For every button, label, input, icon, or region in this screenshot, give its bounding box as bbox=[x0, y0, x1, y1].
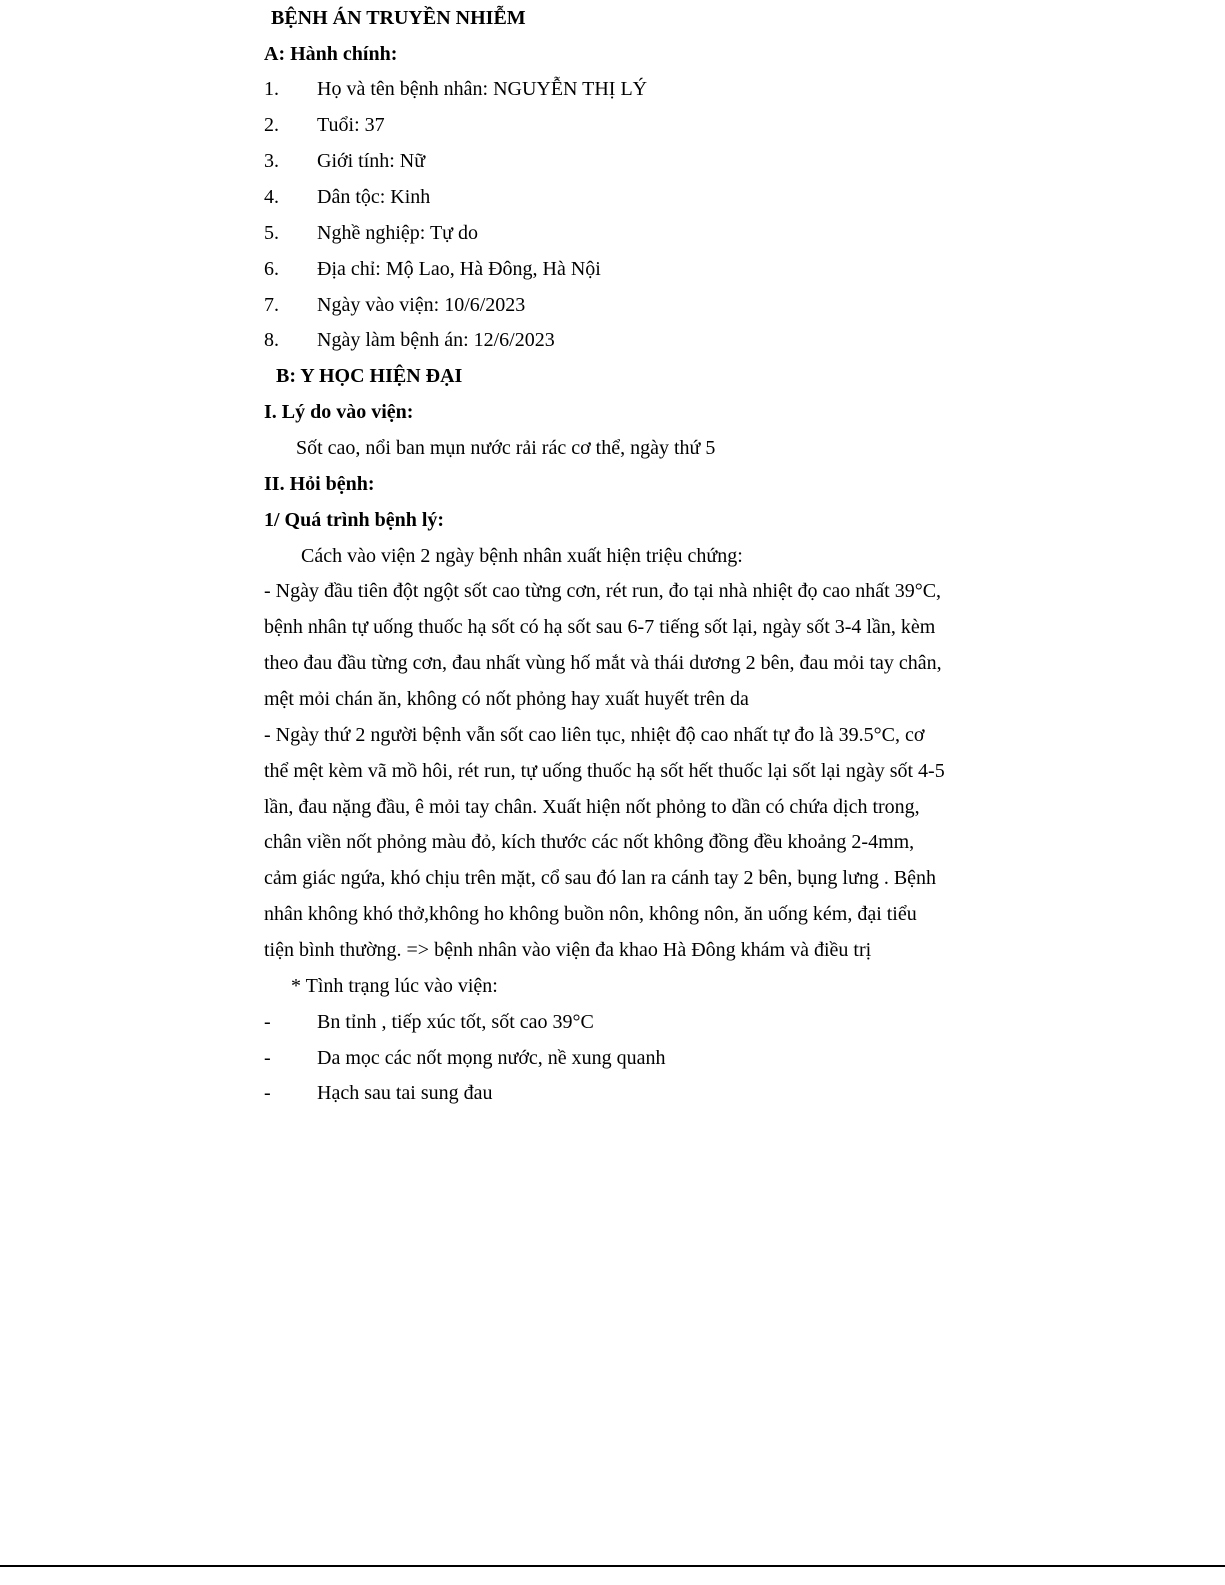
reason-text: Sốt cao, nổi ban mụn nước rải rác cơ thể, ngày thứ 5 bbox=[296, 437, 716, 459]
section-a-heading: A: Hành chính: bbox=[264, 43, 398, 65]
paragraph-line: nhân không khó thở,không ho không buồn nôn, không nôn, ăn uống kém, đại tiểu bbox=[264, 903, 917, 925]
paragraph-line: cảm giác ngứa, khó chịu trên mặt, cổ sau đó lan ra cánh tay 2 bên, bụng lưng . Bệnh bbox=[264, 867, 937, 889]
paragraph-line: - Ngày thứ 2 người bệnh vẫn sốt cao liên tục, nhiệt độ cao nhất tự đo là 39.5°C, cơ bbox=[264, 724, 925, 746]
paragraph-line: chân viền nốt phỏng màu đỏ, kích thước các nốt không đồng đều khoảng 2-4mm, bbox=[264, 831, 915, 853]
status-item-text: Hạch sau tai sung đau bbox=[317, 1082, 493, 1104]
list-item bbox=[264, 257, 601, 281]
list-item-number: 3. bbox=[264, 150, 279, 172]
list-item-text: Tuổi: 37 bbox=[317, 114, 385, 136]
list-item-number: 7. bbox=[264, 294, 279, 316]
paragraph-line: bệnh nhân tự uống thuốc hạ sốt có hạ sốt sau 6-7 tiếng sốt lại, ngày sốt 3-4 lần, kèm bbox=[264, 616, 936, 638]
list-item-number: 1. bbox=[264, 78, 279, 100]
status-item-text: Bn tỉnh , tiếp xúc tốt, sốt cao 39°C bbox=[317, 1011, 594, 1033]
paragraph-line: lần, đau nặng đầu, ê mỏi tay chân. Xuất hiện nốt phỏng to dần có chứa dịch trong, bbox=[264, 796, 920, 818]
list-item-text: Ngày làm bệnh án: 12/6/2023 bbox=[317, 329, 555, 351]
list-item bbox=[264, 293, 525, 317]
list-item-number: 5. bbox=[264, 222, 279, 244]
paragraph-line: theo đau đầu từng cơn, đau nhất vùng hố mắt và thái dương 2 bên, đau mỏi tay chân, bbox=[264, 652, 942, 674]
paragraph-line: - Ngày đầu tiên đột ngột sốt cao từng cơn, rét run, đo tại nhà nhiệt đọ cao nhất 39°C, bbox=[264, 580, 942, 602]
paragraph-line: thể mệt kèm vã mồ hôi, rét run, tự uống thuốc hạ sốt hết thuốc lại sốt lại ngày sốt 4-5 bbox=[264, 760, 945, 782]
status-item-text: Da mọc các nốt mọng nước, nề xung quanh bbox=[317, 1047, 666, 1069]
reason-heading: I. Lý do vào viện: bbox=[264, 401, 414, 423]
status-item-dash: - bbox=[264, 1011, 271, 1033]
status-item bbox=[264, 1046, 666, 1070]
list-item-text: Ngày vào viện: 10/6/2023 bbox=[317, 294, 526, 316]
list-item bbox=[264, 77, 647, 101]
section-b-heading: B: Y HỌC HIỆN ĐẠI bbox=[276, 365, 463, 387]
list-item-text: Địa chỉ: Mộ Lao, Hà Đông, Hà Nội bbox=[317, 258, 601, 280]
status-heading: * Tình trạng lúc vào viện: bbox=[291, 975, 498, 997]
list-item-text: Họ và tên bệnh nhân: NGUYỄN THỊ LÝ bbox=[317, 78, 648, 100]
list-item-number: 6. bbox=[264, 258, 279, 280]
status-item bbox=[264, 1081, 493, 1105]
page-bottom-border bbox=[0, 1565, 1225, 1567]
list-item bbox=[264, 113, 385, 137]
paragraph-line: mệt mỏi chán ăn, không có nốt phỏng hay xuất huyết trên da bbox=[264, 688, 749, 710]
list-item bbox=[264, 185, 430, 209]
process-heading: 1/ Quá trình bệnh lý: bbox=[264, 509, 445, 531]
history-heading: II. Hỏi bệnh: bbox=[264, 473, 375, 495]
paragraph-line: tiện bình thường. => bệnh nhân vào viện đa khao Hà Đông khám và điều trị bbox=[264, 939, 872, 961]
status-item-dash: - bbox=[264, 1082, 271, 1104]
list-item-number: 4. bbox=[264, 186, 279, 208]
list-item bbox=[264, 328, 555, 352]
list-item-text: Giới tính: Nữ bbox=[317, 150, 426, 172]
status-item-dash: - bbox=[264, 1047, 271, 1069]
document-title: BỆNH ÁN TRUYỀN NHIỄM bbox=[271, 7, 526, 29]
list-item-text: Nghề nghiệp: Tự do bbox=[317, 222, 479, 244]
list-item bbox=[264, 221, 478, 245]
list-item-number: 2. bbox=[264, 114, 279, 136]
status-item bbox=[264, 1010, 594, 1034]
process-intro: Cách vào viện 2 ngày bệnh nhân xuất hiện triệu chứng: bbox=[301, 545, 743, 567]
list-item-text: Dân tộc: Kinh bbox=[317, 186, 431, 208]
list-item bbox=[264, 149, 425, 173]
list-item-number: 8. bbox=[264, 329, 279, 351]
